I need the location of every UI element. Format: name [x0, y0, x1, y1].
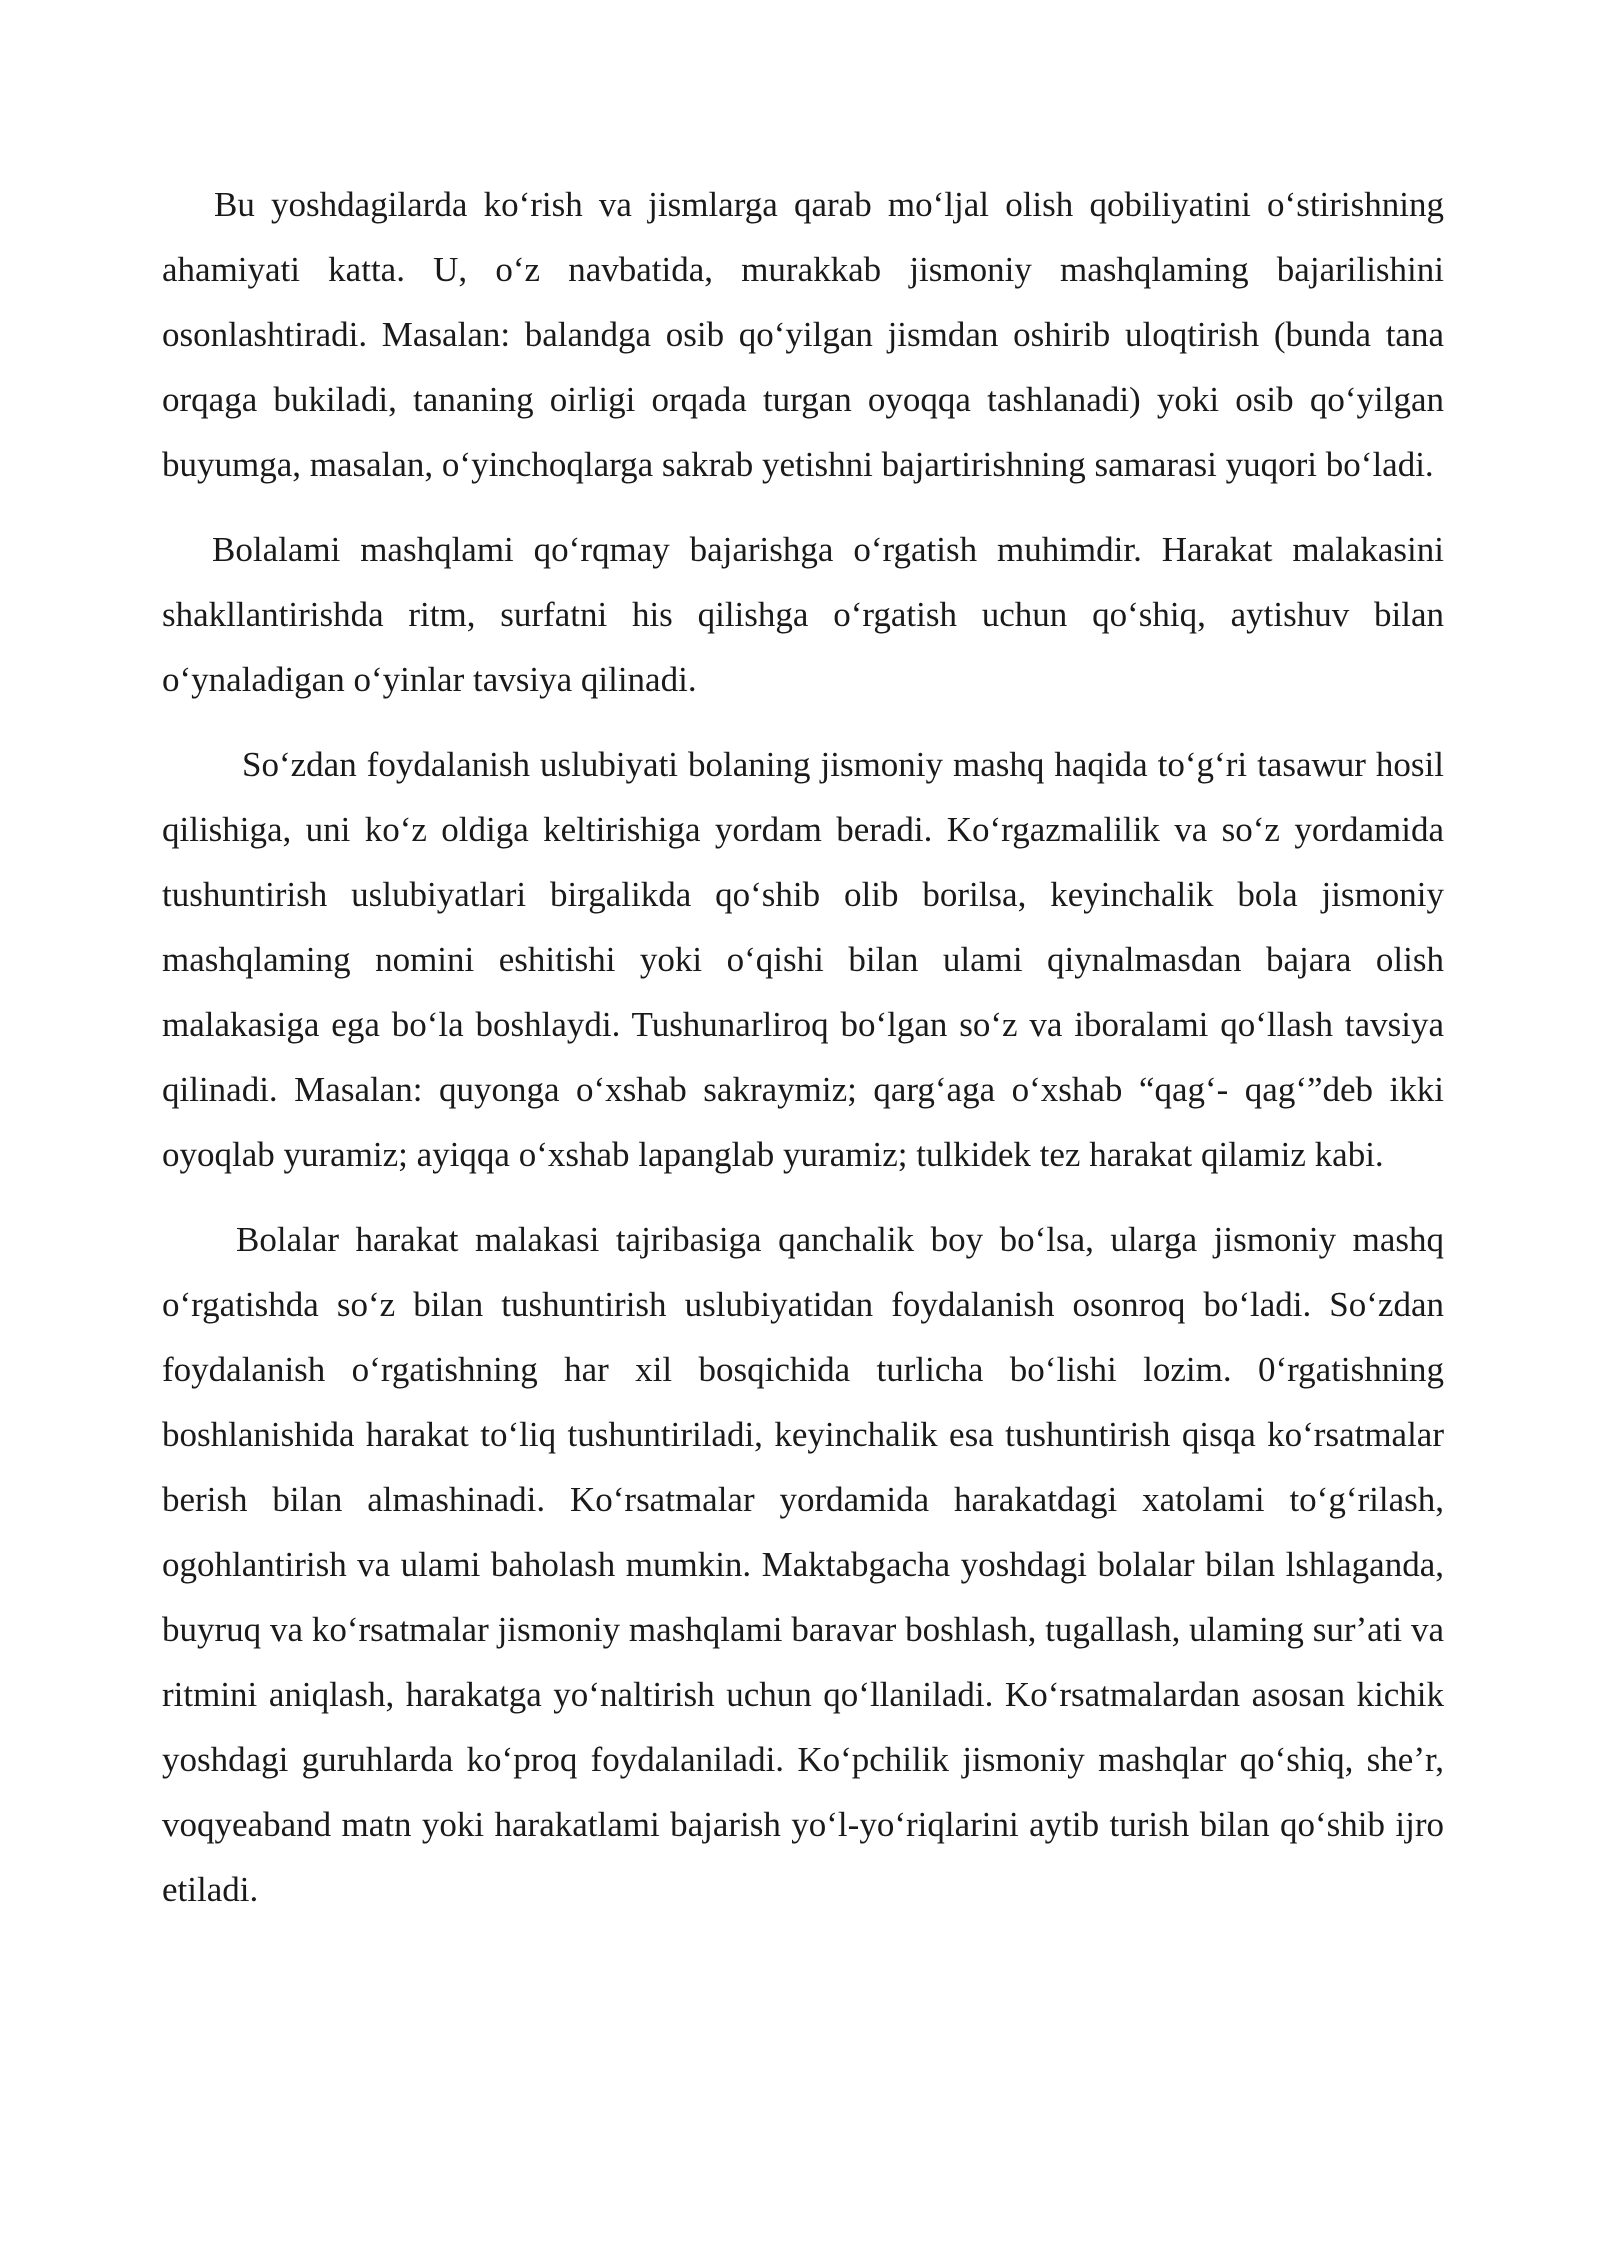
paragraph-2: Bolalami mashqlami qoʻrqmay bajarishga oʻrgatish muhimdir. Harakat malakasini shakllantirishda ritm, surfatni his qilishga oʻrgatish uchun qoʻshiq, aytishuv bilan oʻynaladigan oʻyinlar tavsiya qilinadi.	[162, 530, 1444, 699]
document-body	[162, 172, 1444, 1942]
paragraph-4: Bolalar harakat malakasi tajribasiga qanchalik boy boʻlsa, ularga jismoniy mashq oʻrgatishda soʻz bilan tushuntirish uslubiyatidan foydalanish osonroq boʻladi. Soʻzdan foydalanish oʻrgatishning har xil bosqichida turlicha boʻlishi lozim. 0ʻrgatishning boshlanishida harakat toʻliq tushuntiriladi, keyinchalik esa tushuntirish qisqa koʻrsatmalar berish bilan almashinadi. Koʻrsatmalar yordamida harakatdagi xatolami toʻgʻrilash, ogohlantirish va ulami baholash mumkin. Maktabgacha yoshdagi bolalar bilan lshlaganda, buyruq va koʻrsatmalar jismoniy mashqlami baravar boshlash, tugallash, ulaming surʼati va ritmini aniqlash, harakatga yoʻnaltirish uchun qoʻllaniladi. Koʻrsatmalardan asosan kichik yoshdagi guruhlarda koʻproq foydalaniladi. Koʻpchilik jismoniy mashqlar qoʻshiq, sheʼr, voqyeaband matn yoki harakatlami bajarish yoʻl-yoʻriqlarini aytib turish bilan qoʻshib ijro etiladi.	[162, 1220, 1444, 1909]
paragraph-3: Soʻzdan foydalanish uslubiyati bolaning jismoniy mashq haqida toʻgʻri tasawur hosil qilishiga, uni koʻz oldiga keltirishiga yordam beradi. Koʻrgazmalilik va soʻz yordamida tushuntirish uslubiyatlari birgalikda qoʻshib olib borilsa, keyinchalik bola jismoniy mashqlaming nomini eshitishi yoki oʻqishi bilan ulami qiynalmasdan bajara olish malakasiga ega boʻla boshlaydi. Tushunarliroq boʻlgan soʻz va iboralami qoʻllash tavsiya qilinadi. Masalan: quyonga oʻxshab sakraymiz; qargʻaga oʻxshab “qagʻ- qagʻ”deb ikki oyoqlab yuramiz; ayiqqa oʻxshab lapanglab yuramiz; tulkidek tez harakat qilamiz kabi.	[162, 745, 1444, 1174]
paragraph-1: Bu yoshdagilarda koʻrish va jismlarga qarab moʻljal olish qobiliyatini oʻstirishning ahamiyati katta. U, oʻz navbatida, murakkab jismoniy mashqlaming bajarilishini osonlashtiradi. Masalan: balandga osib qoʻyilgan jismdan oshirib uloqtirish (bunda tana orqaga bukiladi, tananing oirligi orqada turgan oyoqqa tashlanadi) yoki osib qoʻyilgan buyumga, masalan, oʻyinchoqlarga sakrab yetishni bajartirishning samarasi yuqori boʻladi.	[162, 185, 1444, 484]
